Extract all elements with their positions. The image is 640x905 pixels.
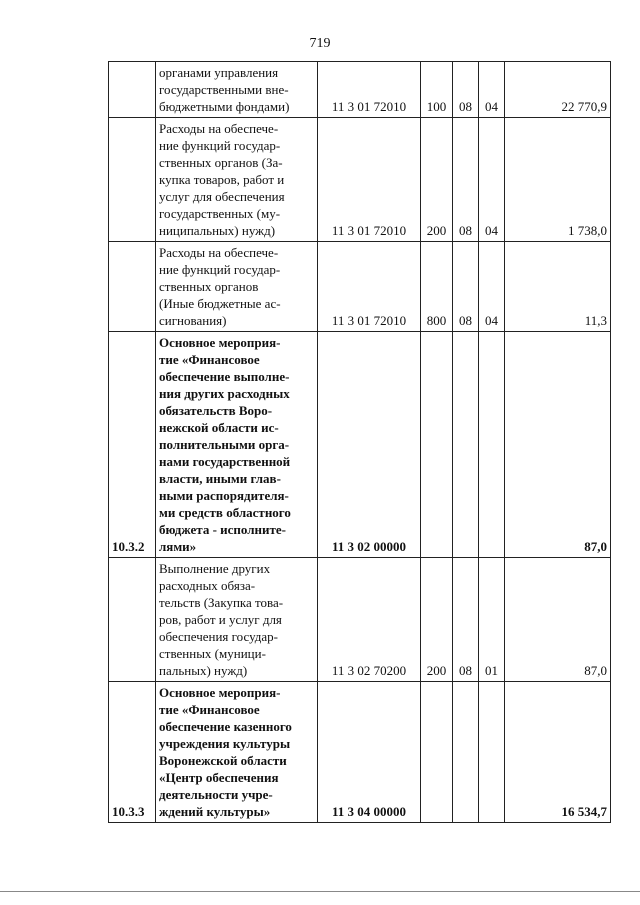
code-cell: 11 3 04 00000 <box>318 682 421 823</box>
name-line: сигнования) <box>159 313 227 328</box>
row-number-cell: 10.3.3 <box>109 682 156 823</box>
code-cell: 11 3 01 72010 <box>318 242 421 332</box>
section-cell: 08 <box>453 242 479 332</box>
budget-table <box>108 61 611 823</box>
section-cell: 08 <box>453 118 479 242</box>
name-line: обеспечения государ- <box>159 629 278 644</box>
subsection-cell <box>479 682 505 823</box>
name-line: органами управления <box>159 65 279 80</box>
name-line: обеспечение казенного <box>159 719 292 734</box>
expense-type-cell: 200 <box>421 558 453 682</box>
sum-cell: 87,0 <box>505 332 611 558</box>
name-line: нами государственной <box>159 454 291 469</box>
row-number-cell <box>109 242 156 332</box>
name-line: деятельности учре- <box>159 787 273 802</box>
name-line: Основное мероприя- <box>159 685 281 700</box>
row-number-cell <box>109 558 156 682</box>
name-line: тие «Финансовое <box>159 702 260 717</box>
subsection-cell <box>479 332 505 558</box>
name-line: обеспечение выполне- <box>159 369 290 384</box>
expense-type-cell <box>421 682 453 823</box>
name-line: обязательств Воро- <box>159 403 273 418</box>
sum-cell: 1 738,0 <box>505 118 611 242</box>
expense-type-cell <box>421 332 453 558</box>
name-line: ние функций государ- <box>159 262 281 277</box>
table-row <box>109 332 611 558</box>
row-name-cell <box>156 682 318 823</box>
code-cell: 11 3 02 70200 <box>318 558 421 682</box>
name-line: Воронежской области <box>159 753 287 768</box>
name-line: ров, работ и услуг для <box>159 612 282 627</box>
row-name-cell <box>156 118 318 242</box>
name-line: власти, иными глав- <box>159 471 281 486</box>
name-line: Основное мероприя- <box>159 335 281 350</box>
name-line: Выполнение других <box>159 561 271 576</box>
name-line: (Иные бюджетные ас- <box>159 296 281 311</box>
table-row <box>109 242 611 332</box>
name-line: тельств (Закупка това- <box>159 595 284 610</box>
name-line: ственных (муници- <box>159 646 266 661</box>
table-row <box>109 558 611 682</box>
section-cell: 08 <box>453 558 479 682</box>
name-line: ние функций государ- <box>159 138 281 153</box>
subsection-cell: 04 <box>479 118 505 242</box>
name-line: купка товаров, работ и <box>159 172 285 187</box>
name-line: полнительными орга- <box>159 437 290 452</box>
name-line: ниципальных) нужд) <box>159 223 276 238</box>
page-number: 719 <box>309 36 331 51</box>
table-row <box>109 62 611 118</box>
row-name-cell <box>156 558 318 682</box>
table-row <box>109 682 611 823</box>
name-line: Расходы на обеспече- <box>159 245 279 260</box>
section-cell <box>453 682 479 823</box>
row-number-cell <box>109 118 156 242</box>
name-line: расходных обяза- <box>159 578 256 593</box>
name-line: услуг для обеспечения <box>159 189 285 204</box>
name-line: бюджетными фондами) <box>159 99 290 114</box>
sum-cell: 22 770,9 <box>505 62 611 118</box>
row-name-cell <box>156 242 318 332</box>
row-name-cell <box>156 332 318 558</box>
name-line: пальных) нужд) <box>159 663 248 678</box>
row-number-cell <box>109 62 156 118</box>
page-bottom-divider <box>0 891 640 892</box>
sum-cell: 16 534,7 <box>505 682 611 823</box>
section-cell: 08 <box>453 62 479 118</box>
row-number-cell: 10.3.2 <box>109 332 156 558</box>
subsection-cell: 01 <box>479 558 505 682</box>
name-line: государственных (му- <box>159 206 281 221</box>
sum-cell: 11,3 <box>505 242 611 332</box>
expense-type-cell: 200 <box>421 118 453 242</box>
name-line: Расходы на обеспече- <box>159 121 279 136</box>
name-line: ми средств областного <box>159 505 291 520</box>
subsection-cell: 04 <box>479 62 505 118</box>
name-line: ждений культуры» <box>159 804 271 819</box>
section-cell <box>453 332 479 558</box>
expense-type-cell: 800 <box>421 242 453 332</box>
name-line: тие «Финансовое <box>159 352 260 367</box>
code-cell: 11 3 01 72010 <box>318 118 421 242</box>
name-line: ственных органов (За- <box>159 155 283 170</box>
name-line: нежской области ис- <box>159 420 279 435</box>
code-cell: 11 3 02 00000 <box>318 332 421 558</box>
name-line: ными распорядителя- <box>159 488 289 503</box>
name-line: ственных органов <box>159 279 259 294</box>
name-line: лями» <box>159 539 197 554</box>
name-line: государственными вне- <box>159 82 289 97</box>
name-line: бюджета - исполните- <box>159 522 287 537</box>
name-line: «Центр обеспечения <box>159 770 279 785</box>
subsection-cell: 04 <box>479 242 505 332</box>
row-name-cell <box>156 62 318 118</box>
name-line: ния других расходных <box>159 386 290 401</box>
code-cell: 11 3 01 72010 <box>318 62 421 118</box>
table-row <box>109 118 611 242</box>
expense-type-cell: 100 <box>421 62 453 118</box>
name-line: учреждения культуры <box>159 736 291 751</box>
sum-cell: 87,0 <box>505 558 611 682</box>
